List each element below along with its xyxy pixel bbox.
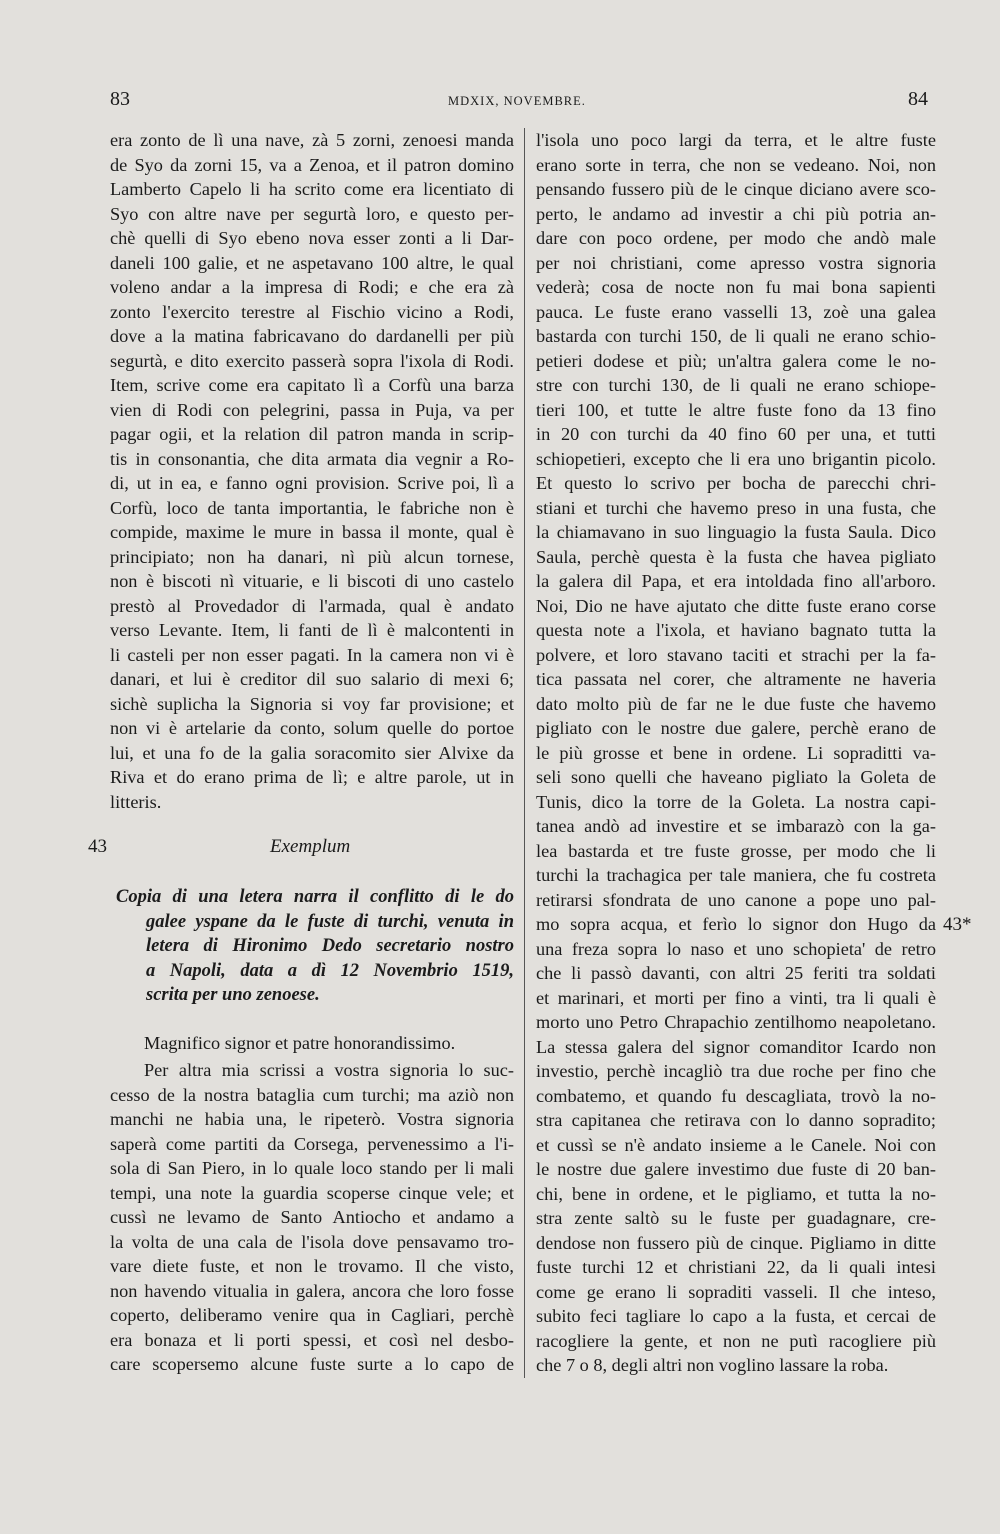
text-line: lui, et una fo de la galia soracomito sier Alvixe da [110, 742, 514, 763]
text-line: manchi ne habia una, le ripeterò. Vostra signoria [110, 1109, 514, 1129]
text-line: era bonaza et li porti spessi, et così nel desbo- [110, 1329, 514, 1350]
text-line: saperà come partiti da Corsega, pervenessimo a l'i- [110, 1133, 514, 1154]
text-line: polvere, et loro stavano taciti et strachi per la fa- [536, 644, 936, 665]
text-line: Riva et do erano prima de lì; e altre parole, ut in [110, 767, 514, 787]
text-line: turchi la trachagica per tale maniera, che fu costreta [536, 865, 936, 885]
text-line: care scopersemo alcune fuste surte a lo capo de [110, 1354, 514, 1374]
text-line: non è biscoti nì vituarie, e li biscoti di uno castelo [110, 571, 514, 591]
text-line: era zonto de lì una nave, zà 5 zorni, zenoesi manda [110, 130, 514, 150]
text-line: Noi, Dio ne have ajutato che ditte fuste erano corse [536, 595, 936, 616]
running-title: MDXIX, NOVEMBRE. [448, 94, 586, 108]
text-line: li casteli per non esser pagati. In la camera non vi è [110, 644, 514, 665]
text-line: chi, bene in ordene, et le pigliamo, et tutta la no- [536, 1183, 936, 1204]
text-line: non vi è artelarie da conto, solum quelle do portoe [110, 718, 514, 738]
text-line: Et questo lo scrivo per bocha de parecchi chri- [536, 473, 936, 493]
text-line: mo sopra acqua, et ferìo lo signor don Hugo da [536, 914, 936, 934]
text-line: tis in consonantia, che dita armata dia vegnir a Ro- [110, 448, 514, 469]
text-line: schiopetieri, excepto che li era uno brigantin picolo. [536, 448, 936, 469]
text-line: investio, perchè incagliò tra due roche per fino che [536, 1061, 936, 1081]
text-line: zonto l'exercito terestre al Fischio vicino a Rodi, [110, 301, 514, 322]
text-line: scrita per uno zenoese. [146, 985, 320, 1005]
text-line: la chiamavano in suo linguagio la fusta Saula. Dico [536, 522, 936, 542]
text-line: stra zente saltò su le fuste per guadagnare, cre- [536, 1208, 936, 1228]
text-line: dove a la matina fabricavano do dardanelli per più [110, 326, 514, 346]
column-divider [524, 128, 525, 1378]
text-line: pauca. Le fuste erano vasselli 13, zoè una galea [536, 301, 936, 322]
text-line: la galera dil Papa, et era intoldada fino all'arboro. [536, 571, 936, 591]
abstract [116, 885, 514, 1008]
text-line: erano sorte in terra, che non se vedeano. Noi, non [536, 154, 936, 175]
page-number-right: 84 [908, 88, 928, 110]
text-line: pagar ogii, et la relation dil patron manda in scrip- [110, 424, 514, 444]
page-number-left: 83 [110, 88, 130, 110]
text-line: seli sono quelli che haveano pigliato la Goleta de [536, 767, 936, 787]
text-line: vien di Rodi con pelegrini, passa in Puja, va per [110, 399, 514, 420]
text-line: tanea andò ad investire et se imbarazò con la ga- [536, 816, 936, 836]
text-line: retirarsi sfondrata de uno canone a pope uno pal- [536, 889, 936, 910]
text-line: subito feci tagliare lo capo a la fusta, et cercai de [536, 1306, 936, 1326]
text-line: pensando fussero più de le cinque diciano avere sco- [536, 179, 936, 199]
text-line: vederà; cosa de nocte non fu mai bona sapienti [536, 277, 936, 297]
text-line: voleno andar a la impresa di Rodi; e che era zà [110, 277, 514, 297]
text-line: Lamberto Capelo li ha scrito come era licentiato di [110, 179, 514, 199]
text-line: le nostre due galere investimo due fuste di 20 ban- [536, 1159, 936, 1179]
text-line: in 20 con turchi da 40 fino 60 per una, et tutti [536, 424, 936, 444]
text-line: pigliato con le nostre due galere, perchè erano de [536, 718, 936, 738]
section-heading: Exemplum [270, 836, 351, 857]
text-line: principiato; non ha danari, nì più alcun tornese, [110, 546, 514, 567]
text-line: come ge erano li sopraditi vasseli. Il che inteso, [536, 1281, 936, 1302]
text-line: fuste turchi 12 et christiani 22, da li quali intesi [536, 1257, 936, 1277]
text-line: danari, et lui è creditor dil suo salario di mexi 6; [110, 669, 514, 689]
salutation: Magnifico signor et patre honorandissimo. [144, 1033, 456, 1053]
text-line: Syo con altre nave per segurtà loro, e questo per- [110, 203, 514, 224]
text-line: verso Levante. Item, li fanti de lì è malcontenti in [110, 620, 514, 640]
text-line: a Napoli, data a dì 12 Novembrio 1519, [146, 960, 514, 981]
margin-number-left: 43 [88, 836, 107, 857]
text-line: di, ut in ea, e fanno ogni provision. Scrive poi, lì a [110, 473, 514, 493]
text-line: sola di San Piero, in lo quale loco stando per li mali [110, 1158, 514, 1178]
text-line: coperto, deliberamo venire qua in Cagliari, perchè [110, 1305, 514, 1325]
text-line: prestò al Provedador di l'armada, qual è andato [110, 595, 514, 616]
text-line: non havendo vitualia in galera, ancora che loro fosse [110, 1280, 514, 1301]
left-column [110, 128, 514, 814]
text-line: segurtà, e dito exercito passerà sopra l'ixola di Rodi. [110, 350, 514, 371]
text-line: letera di Hironimo Dedo secretario nostro [146, 936, 514, 956]
text-line: tieri 100, et tutte le altre fuste fono da 13 fino [536, 399, 936, 420]
text-line: daneli 100 galie, et ne aspetavano 100 altre, le qual [110, 252, 514, 273]
text-line: La stessa galera del signor comanditor Icardo non [536, 1036, 936, 1057]
text-line: l'isola uno poco largi da terra, et le altre fuste [536, 130, 936, 150]
text-line: Per altra mia scrissi a vostra signoria lo suc- [144, 1060, 514, 1080]
text-line: la volta de una cala de l'isola dove pensavamo tro- [110, 1231, 514, 1252]
text-line: lea bastarda et tre fuste grosse, per modo che li [536, 840, 936, 861]
text-line: tica passata nel corer, che altramente ne haveria [536, 669, 936, 689]
letter-body [110, 1058, 514, 1377]
text-line: sichè suplicha la Signoria si voy far provisione; et [110, 693, 514, 714]
text-line: cesso de la nostra bataglia cum turchi; ma aziò non [110, 1084, 514, 1105]
text-line: et cussì se n'è andato insieme a le Canele. Noi con [536, 1134, 936, 1155]
text-line: combatemo, et quando fu descagliata, trovò la no- [536, 1085, 936, 1106]
text-line: de Syo da zorni 15, va a Zenoa, et il patron domino [110, 154, 514, 175]
text-line: cussì ne levamo de Santo Antiocho et andamo a [110, 1207, 514, 1227]
text-line: galee yspane da le fuste di turchi, venuta in [146, 911, 514, 932]
text-line: morto uno Petro Chrapachio zentilhomo neapoletano. [536, 1012, 936, 1032]
margin-number-right: 43* [943, 914, 972, 935]
text-line: tempi, una note la guardia scoperse cinque vele; et [110, 1182, 514, 1203]
text-line: Tunis, dico la torre de la Goleta. La nostra capi- [536, 791, 936, 812]
text-line: stre con turchi 130, de li quali ne erano schiope- [536, 375, 936, 395]
text-line: stra capitanea che retirava con lo danno sopradito; [536, 1110, 936, 1130]
text-line: che 7 o 8, degli altri non voglino lassare la roba. [536, 1355, 889, 1375]
text-line: et marinari, et morti per fino a vinti, tra li quali è [536, 987, 936, 1008]
text-line: chè quelli di Syo ebeno nova esser zonti a li Dar- [110, 228, 514, 248]
text-line: vare diete fuste, et non le trovamo. Il che visto, [110, 1256, 514, 1276]
text-line: stiani et turchi che havemo preso in una fusta, che [536, 497, 936, 518]
text-line: le più grosse et bene in ordene. Li sopraditti va- [536, 742, 936, 763]
text-line: dendose non fussero più de cinque. Pigliamo in ditte [536, 1232, 936, 1253]
text-line: dato molto più de far ne le due fuste che havemo [536, 693, 936, 714]
text-line: per noi christiani, come apresso vostra signoria [536, 252, 936, 273]
text-line: Saula, perchè questa è la fusta che havea pigliato [536, 546, 936, 567]
text-line: che li passò davanti, con altri 25 feriti tra soldati [536, 963, 936, 983]
text-line: dare con poco ordene, per modo che andò male [536, 228, 936, 248]
page-header [0, 88, 1000, 114]
text-line: racogliere la gente, et non ne putì racogliere più [536, 1330, 936, 1351]
right-column [536, 128, 936, 1378]
text-line: bastarda con turchi 150, de li quali ne erano schio- [536, 326, 936, 346]
text-line: compide, maxime le mure in bassa il monte, qual è [110, 522, 514, 542]
text-line: una freza sopra lo naso et uno schopieta' de retro [536, 938, 936, 959]
text-line: Item, scrive come era capitato lì a Corfù una barza [110, 375, 514, 395]
text-line: perto, le andamo ad investir a chi più potria an- [536, 203, 936, 224]
text-line: questa note a l'ixola, et haviano bagnato tutta la [536, 620, 936, 640]
text-line: petieri dodese et più; un'altra galera come le no- [536, 350, 936, 371]
text-line: Copia di una letera narra il conflitto di le do [116, 887, 514, 907]
text-line: litteris. [110, 791, 162, 812]
text-line: Corfù, loco de tanta importantia, le fabriche non è [110, 497, 514, 518]
